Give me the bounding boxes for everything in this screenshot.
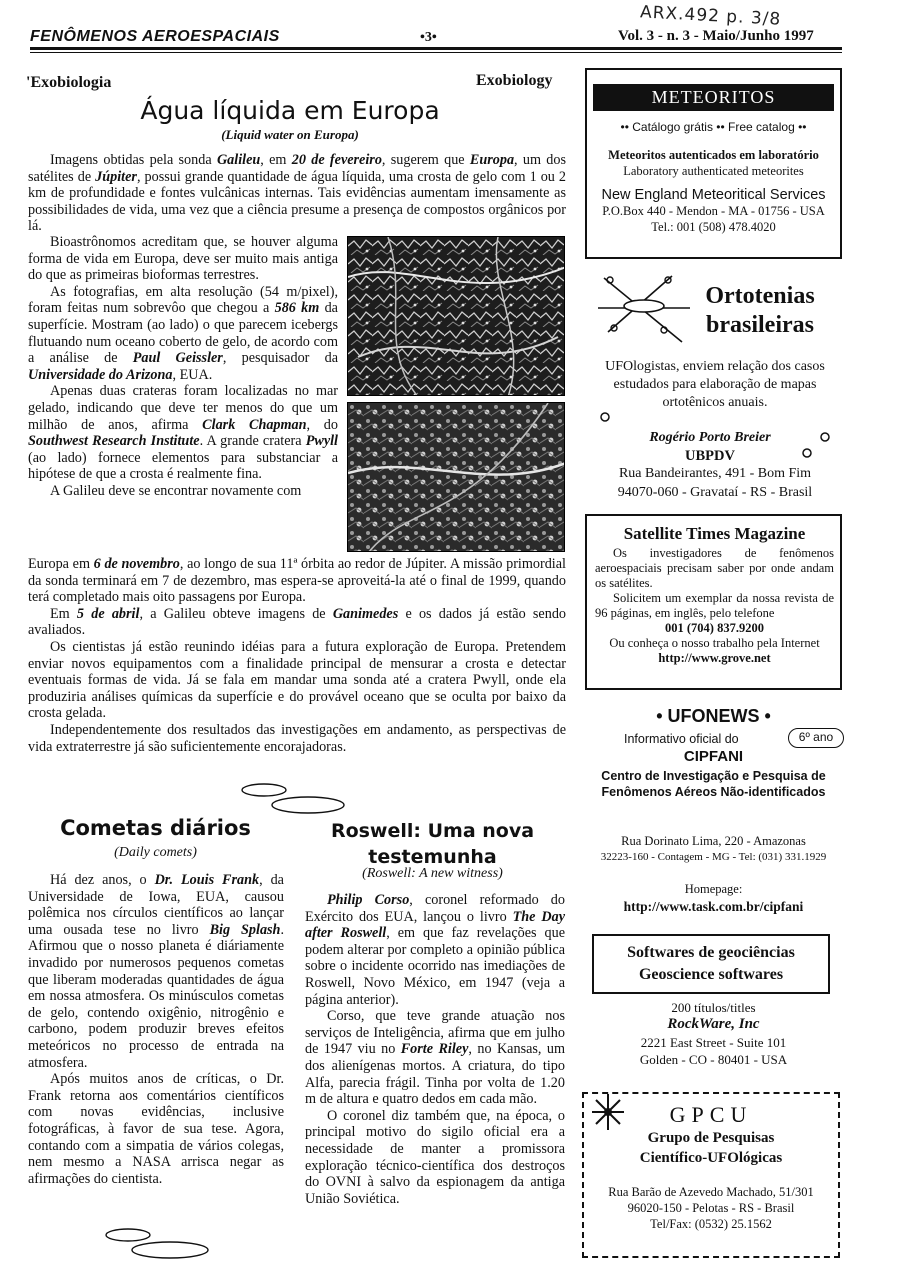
text-run: , um dos satélites de: [28, 152, 567, 185]
roswell-subtitle: (Roswell: A new witness): [362, 866, 503, 881]
ufonews-fullname-2: Fenômenos Aéreos Não-identificados: [601, 785, 826, 799]
softwares-addr2: Golden - CO - 80401 - USA: [639, 1052, 788, 1067]
text-run: O coronel diz também que, na época, o principal motivo do sigilo oficial era a necessidade de manter a promissora exploração técnico-científica dos destroços do OVNI à salvo da espionagem da antiga União Soviética.: [305, 1107, 565, 1207]
text-run: , do: [306, 416, 338, 433]
star-burst-icon: [588, 1088, 628, 1136]
paragraph: [28, 872, 284, 1071]
kicker-en: Exobiology: [476, 72, 553, 89]
paragraph: [305, 892, 565, 1008]
emphasis-text: Paul Geissler: [132, 350, 223, 367]
comets-body: [28, 872, 284, 1187]
gpcu-title: GPCU: [669, 1102, 753, 1127]
satellite-phone: 001 (704) 837.9200: [665, 621, 764, 635]
text-run: , coronel reformado do Exército dos EUA, lançou o livro: [305, 892, 565, 925]
text-run: A Galileu deve se encontrar novamente com: [50, 482, 302, 499]
roswell-title-line1: Roswell: Uma nova: [330, 820, 535, 842]
handwritten-note: ARX.492 p. 3/8: [639, 2, 782, 30]
text-run: , em que faz revelações que podem alterar por completo a opinião pública sobre o incidente ocorrido nas imediações de Roswell, Novo México, em 1947 (veja a página anterior).: [305, 925, 565, 1008]
europa-icebergs-image: [347, 236, 565, 396]
ufonews-addr2: 32223-160 - Contagem - MG - Tel: (031) 331.1929: [600, 851, 827, 863]
text-run: da superfície. Mostram (ao lado) o que parecem icebergs flutuando num oceano coberto de gelo, de acordo com a análise de: [28, 300, 338, 367]
text-run: , possui grande quantidade de água líquida, uma crosta de gelo com 1 ou 2 km de profundidade e fontes vulcânicas internas. Tais evidências aumentam imensamente as possibilidades de vida, uma vez que a ciência presume a presença de compostos orgânicos por lá.: [28, 168, 567, 235]
meteoritos-company: New England Meteoritical Services: [601, 187, 826, 203]
ortotenias-title-line1: Ortotenias: [705, 283, 815, 309]
ufonews-hp-label: Homepage:: [684, 882, 743, 896]
paragraph: [28, 722, 566, 755]
emphasis-text: Galileu: [216, 152, 261, 168]
text-run: Corso, que teve grande atuação nos serviços de Inteligência, afirma que em julho de 1947 viu no: [305, 1008, 565, 1058]
ortotenias-addr2: 94070-060 - Gravataí - RS - Brasil: [617, 485, 813, 500]
text-run: , ao longo de sua 11ª órbita ao redor de Júpiter. A missão primordial da sonda terminará em 7 de dezembro, mas espera-se aproveitá-la até o final de 1999, quando terá completado mais oito passagens por Europa.: [28, 556, 566, 606]
text-run: . A grande cratera: [199, 433, 306, 450]
meteoritos-banner: METEORITOS: [593, 84, 834, 111]
emphasis-text: 586 km: [274, 300, 320, 317]
text-run: , pesquisador da: [222, 350, 338, 367]
emphasis-text: Dr. Louis Frank: [154, 872, 260, 888]
article-subtitle: (Liquid water on Europa): [221, 127, 359, 142]
paragraph: [305, 1008, 565, 1108]
text-run: e os dados já estão sendo avaliados.: [28, 605, 567, 639]
meteoritos-address: P.O.Box 440 - Mendon - MA - 01756 - USA: [602, 204, 825, 218]
text-run: Europa em: [28, 556, 94, 572]
ufonews-badge: 6º ano: [788, 728, 844, 748]
paragraph: [28, 383, 338, 483]
article-title: Água líquida em Europa: [140, 96, 440, 125]
paragraph: [28, 639, 566, 722]
ellipse-divider: [240, 780, 350, 816]
ufonews-info: Informativo oficial do: [624, 732, 739, 746]
emphasis-text: Ganimedes: [332, 605, 399, 622]
satellite-p1: Os investigadores de fenômenos aeroespaciais precisam saber por onde andam os satélites.: [595, 546, 834, 590]
pwyll-crater-image: [347, 402, 565, 552]
emphasis-text: Europa: [469, 152, 515, 168]
gpcu-ad: [582, 1092, 840, 1258]
softwares-company: RockWare, Inc: [667, 1016, 760, 1032]
text-run: Imagens obtidas pela sonda: [50, 152, 217, 168]
emphasis-text: Big Splash: [209, 921, 281, 938]
gpcu-name2: Científico-UFOlógicas: [639, 1150, 783, 1166]
text-run: Após muitos anos de críticas, o Dr. Frank retorna aos comentários científicos com novas evidências, inclusive fotográficas, à favor de sua tese. Agora, contando com a simpatia de vários colegas, nem mesmo a NASA arrisca negar as afirmações do cientista.: [28, 1071, 284, 1187]
meteoritos-ad: [585, 68, 842, 259]
text-run: , no Kansas, um dos alienígenas mortos. A criatura, do tipo Alfa, parecia frágil. Tinha por volta de 1.20 m de altura e quatro dedos em cada mão.: [305, 1041, 565, 1108]
text-run: As fotografias, em alta resolução (54 m/pixel), foram feitas num sobrevôo que chegou a: [28, 283, 338, 317]
gpcu-name1: Grupo de Pesquisas: [647, 1130, 775, 1146]
text-run: , EUA.: [172, 366, 213, 383]
ortotenias-title: [690, 282, 830, 340]
satellite-p2: Solicitem um exemplar da nossa revista de 96 páginas, em inglês, pelo telefone: [595, 591, 834, 620]
emphasis-text: The Day after Roswell: [305, 908, 565, 942]
meteoritos-tel: Tel.: 001 (508) 478.4020: [651, 220, 776, 234]
text-run: , a Galileu obteve imagens de: [139, 605, 333, 622]
text-run: , sugerem que: [381, 152, 470, 168]
meteoritos-auth-en: Laboratory authenticated meteorites: [623, 164, 804, 178]
paragraph: [28, 483, 338, 500]
ufonews-fullname-1: Centro de Investigação e Pesquisa de: [601, 769, 826, 783]
satellite-url: http://www.grove.net: [658, 651, 771, 665]
emphasis-text: Forte Riley: [400, 1041, 469, 1058]
ufonews-title: • UFONEWS •: [656, 706, 771, 726]
emphasis-text: 20 de fevereiro: [291, 152, 382, 168]
article-column: [28, 234, 338, 500]
text-run: Apenas duas crateras foram localizadas no mar gelado, indicando que deve ter menos do que um milhão de anos, afirma: [28, 383, 338, 433]
softwares-addr1: 2221 East Street - Suite 101: [640, 1035, 787, 1050]
emphasis-text: 6 de novembro: [93, 556, 180, 572]
text-run: Independentemente dos resultados das investigações em andamento, as perspectivas de vida extraterrestre já são suficientemente encorajadoras.: [28, 721, 566, 755]
ortotenias-org: UBPDV: [685, 448, 735, 464]
small-circle-icon: [598, 410, 612, 424]
paragraph: [305, 1108, 565, 1208]
text-run: Bioastrônomos acreditam que, se houver alguma forma de vida em Europa, deve ser muito mais antiga do que as primeiras bioformas terrestres.: [28, 234, 338, 284]
ufonews-org: CIPFANI: [683, 748, 744, 765]
softwares-title-box: [592, 934, 830, 994]
emphasis-text: Universidade do Arizona: [28, 366, 173, 383]
text-run: , em: [260, 152, 292, 168]
ortotenias-addr1: Rua Bandeirantes, 491 - Bom Fim: [618, 466, 812, 481]
text-run: . Afirmou que o nosso planeta é diáriamente invadido por numerosos pequenos cometas que liberam moderadas quantidades de água em nossa atmosfera. Os minúsculos cometas de gelo, contendo oxigênio, nitrogênio e carbono, podem produzir breves efeitos meteóricos no processo de entrada na atmosfera.: [28, 921, 284, 1071]
paragraph: [28, 234, 338, 284]
paragraph: [28, 556, 566, 606]
ufonews-addr1: Rua Dorinato Lima, 220 - Amazonas: [621, 834, 806, 848]
article-continuation: [28, 556, 566, 755]
softwares-title2: Geoscience softwares: [638, 966, 784, 983]
emphasis-text: Júpiter: [95, 168, 137, 185]
icebergs-texture: [348, 237, 565, 396]
text-run: , da Universidade de Iowa, EUA, causou polêmica nos círculos científicos ao lançar uma ousada tese no livro: [28, 872, 284, 938]
gpcu-addr2: 96020-150 - Pelotas - RS - Brasil: [627, 1201, 795, 1215]
satellite-times-ad: [585, 514, 842, 690]
satellite-p3: Ou conheça o nosso trabalho pela Internet: [609, 636, 820, 650]
ellipse-divider-bottom: [104, 1226, 214, 1262]
article-intro: [28, 152, 566, 235]
header-rule: [30, 47, 842, 50]
small-circle-icon-2: [818, 430, 832, 444]
paragraph: [28, 284, 338, 384]
ortotenias-text: UFOlogistas, enviem relação dos casos estudados para elaboração de mapas ortotênicos anuais.: [605, 359, 825, 410]
roswell-body: [305, 892, 565, 1207]
text-run: Em: [50, 605, 77, 622]
emphasis-text: Southwest Research Institute: [28, 433, 200, 450]
roswell-title: [300, 818, 565, 870]
emphasis-text: 5 de abril: [76, 605, 140, 622]
header-rule-thin: [30, 52, 842, 53]
intro-paragraph: [28, 152, 566, 235]
meteoritos-auth-pt: Meteoritos autenticados em laboratório: [608, 148, 819, 162]
paragraph: [28, 606, 566, 639]
volume-info: Vol. 3 - n. 3 - Maio/Junho 1997: [618, 28, 814, 44]
comets-title: Cometas diários: [60, 816, 251, 840]
emphasis-text: Clark Chapman: [202, 416, 307, 433]
crater-texture: [348, 403, 565, 552]
softwares-count: 200 títulos/titles: [671, 1000, 756, 1015]
gpcu-tel: Tel/Fax: (0532) 25.1562: [650, 1217, 772, 1231]
ufonews-hp-url[interactable]: http://www.task.com.br/cipfani: [623, 899, 804, 914]
text-run: Os cientistas já estão reunindo idéias para a futura exploração de Europa. Pretendem enviar novos equipamentos com a finalidade principal de mensurar a crosta e detectar eventuais formas de vida. Já se fala em mandar uma sonda até a cratera Pwyll, onde ela produziria análises químicas da superfície e do provável oceano que se oculta por baixo da crosta gelada.: [28, 638, 566, 722]
comets-subtitle: (Daily comets): [114, 845, 197, 860]
roswell-title-line2: testemunha: [368, 846, 497, 868]
gpcu-addr1: Rua Barão de Azevedo Machado, 51/301: [608, 1185, 814, 1199]
satellite-title: Satellite Times Magazine: [623, 524, 806, 543]
ortotenias-title-line2: brasileiras: [706, 312, 814, 338]
ortotenias-name: Rogério Porto Breier: [649, 430, 771, 445]
paragraph: [28, 1071, 284, 1187]
ufonews-fullname: [580, 768, 847, 800]
newsletter-title: FENÔMENOS AEROESPACIAIS: [30, 28, 280, 45]
text-run: Há dez anos, o: [50, 872, 155, 888]
orthoteny-lines-icon: [594, 270, 694, 350]
kicker-pt: 'Exobiologia: [26, 74, 112, 91]
meteoritos-catalog: •• Catálogo grátis •• Free catalog ••: [620, 120, 807, 134]
emphasis-text: Philip Corso: [327, 892, 410, 908]
emphasis-text: Pwyll: [305, 433, 338, 450]
page-number: •3•: [420, 30, 437, 45]
text-run: (ao lado) fornece elementos para substanciar a hipótese de que a crosta é realmente fina.: [28, 449, 338, 483]
softwares-title1: Softwares de geociências: [627, 944, 795, 961]
